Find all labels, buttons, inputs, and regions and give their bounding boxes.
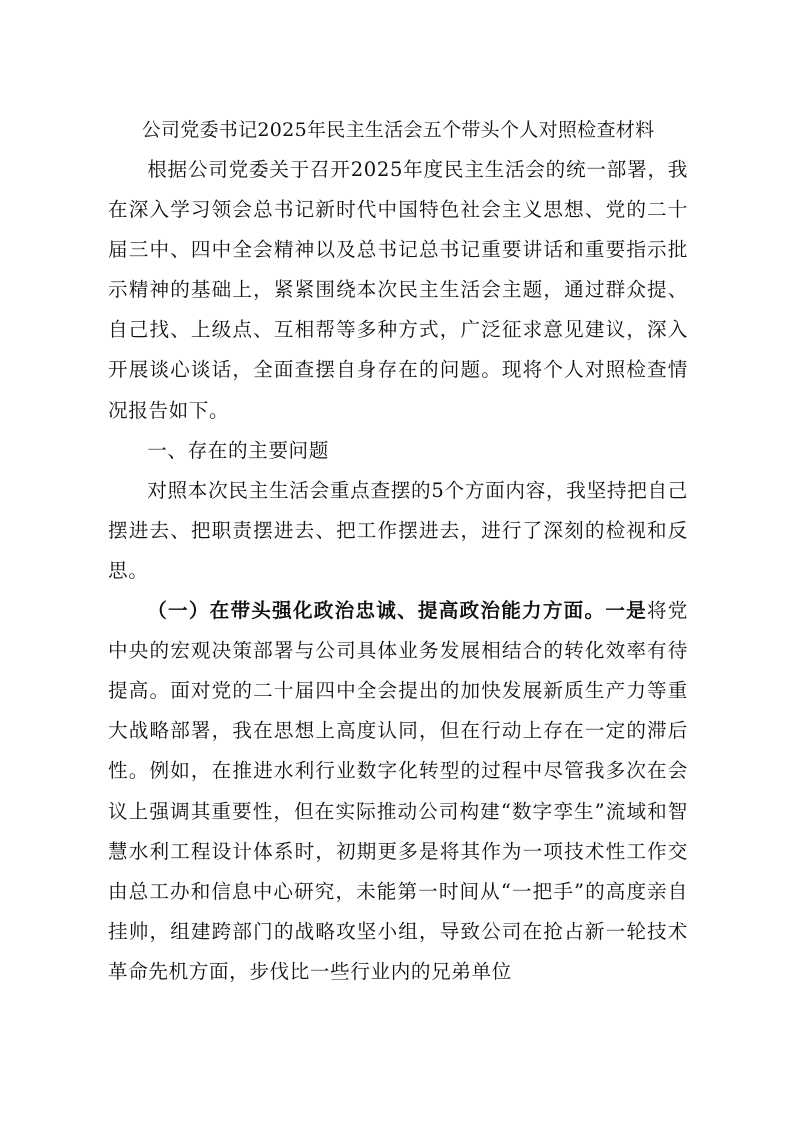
point-label-first: 一是 xyxy=(605,599,647,623)
document-page xyxy=(108,110,688,992)
document-title: 公司党委书记2025年民主生活会五个带头个人对照检查材料 xyxy=(141,119,655,141)
subsection-heading-political: （一）在带头强化政治忠诚、提高政治能力方面。 xyxy=(147,599,606,623)
subsection-body-text: 将党中央的宏观决策部署与公司具体业务发展相结合的转化效率有待提高。面对党的二十届四中全会提出的加快发展新质生产力等重大战略部署，我在思想上高度认同，但在行动上存在一定的滞后性。例如，在推进水利行业数字化转型的过程中尽管我多次在会议上强调其重要性，但在实际推动公司构建“数字孪生”流域和智慧水利工程设计体系时，初期更多是将其作为一项技术性工作交由总工办和信息中心研究，未能第一时间从“一把手”的高度亲自挂帅，组建跨部门的战略攻坚小组，导致公司在抢占新一轮技术革命先机方面，步伐比一些行业内的兄弟单位 xyxy=(108,599,689,983)
section-intro-paragraph: 对照本次民主生活会重点查摆的5个方面内容，我坚持把自己摆进去、把职责摆进去、把工作摆进去，进行了深刻的检视和反思。 xyxy=(108,478,688,582)
subsection-paragraph-political xyxy=(108,591,688,992)
section-heading-problems: 一、存在的主要问题 xyxy=(147,438,329,462)
intro-paragraph: 根据公司党委关于召开2025年度民主生活会的统一部署，我在深入学习领会总书记新时代中国特色社会主义思想、党的二十届三中、四中全会精神以及总书记总书记重要讲话和重要指示批示精神的基础上，紧紧围绕本次民主生活会主题，通过群众提、自己找、上级点、互相帮等多种方式，广泛征求意见建议，深入开展谈心谈话，全面查摆自身存在的问题。现将个人对照检查情况报告如下。 xyxy=(108,158,688,422)
